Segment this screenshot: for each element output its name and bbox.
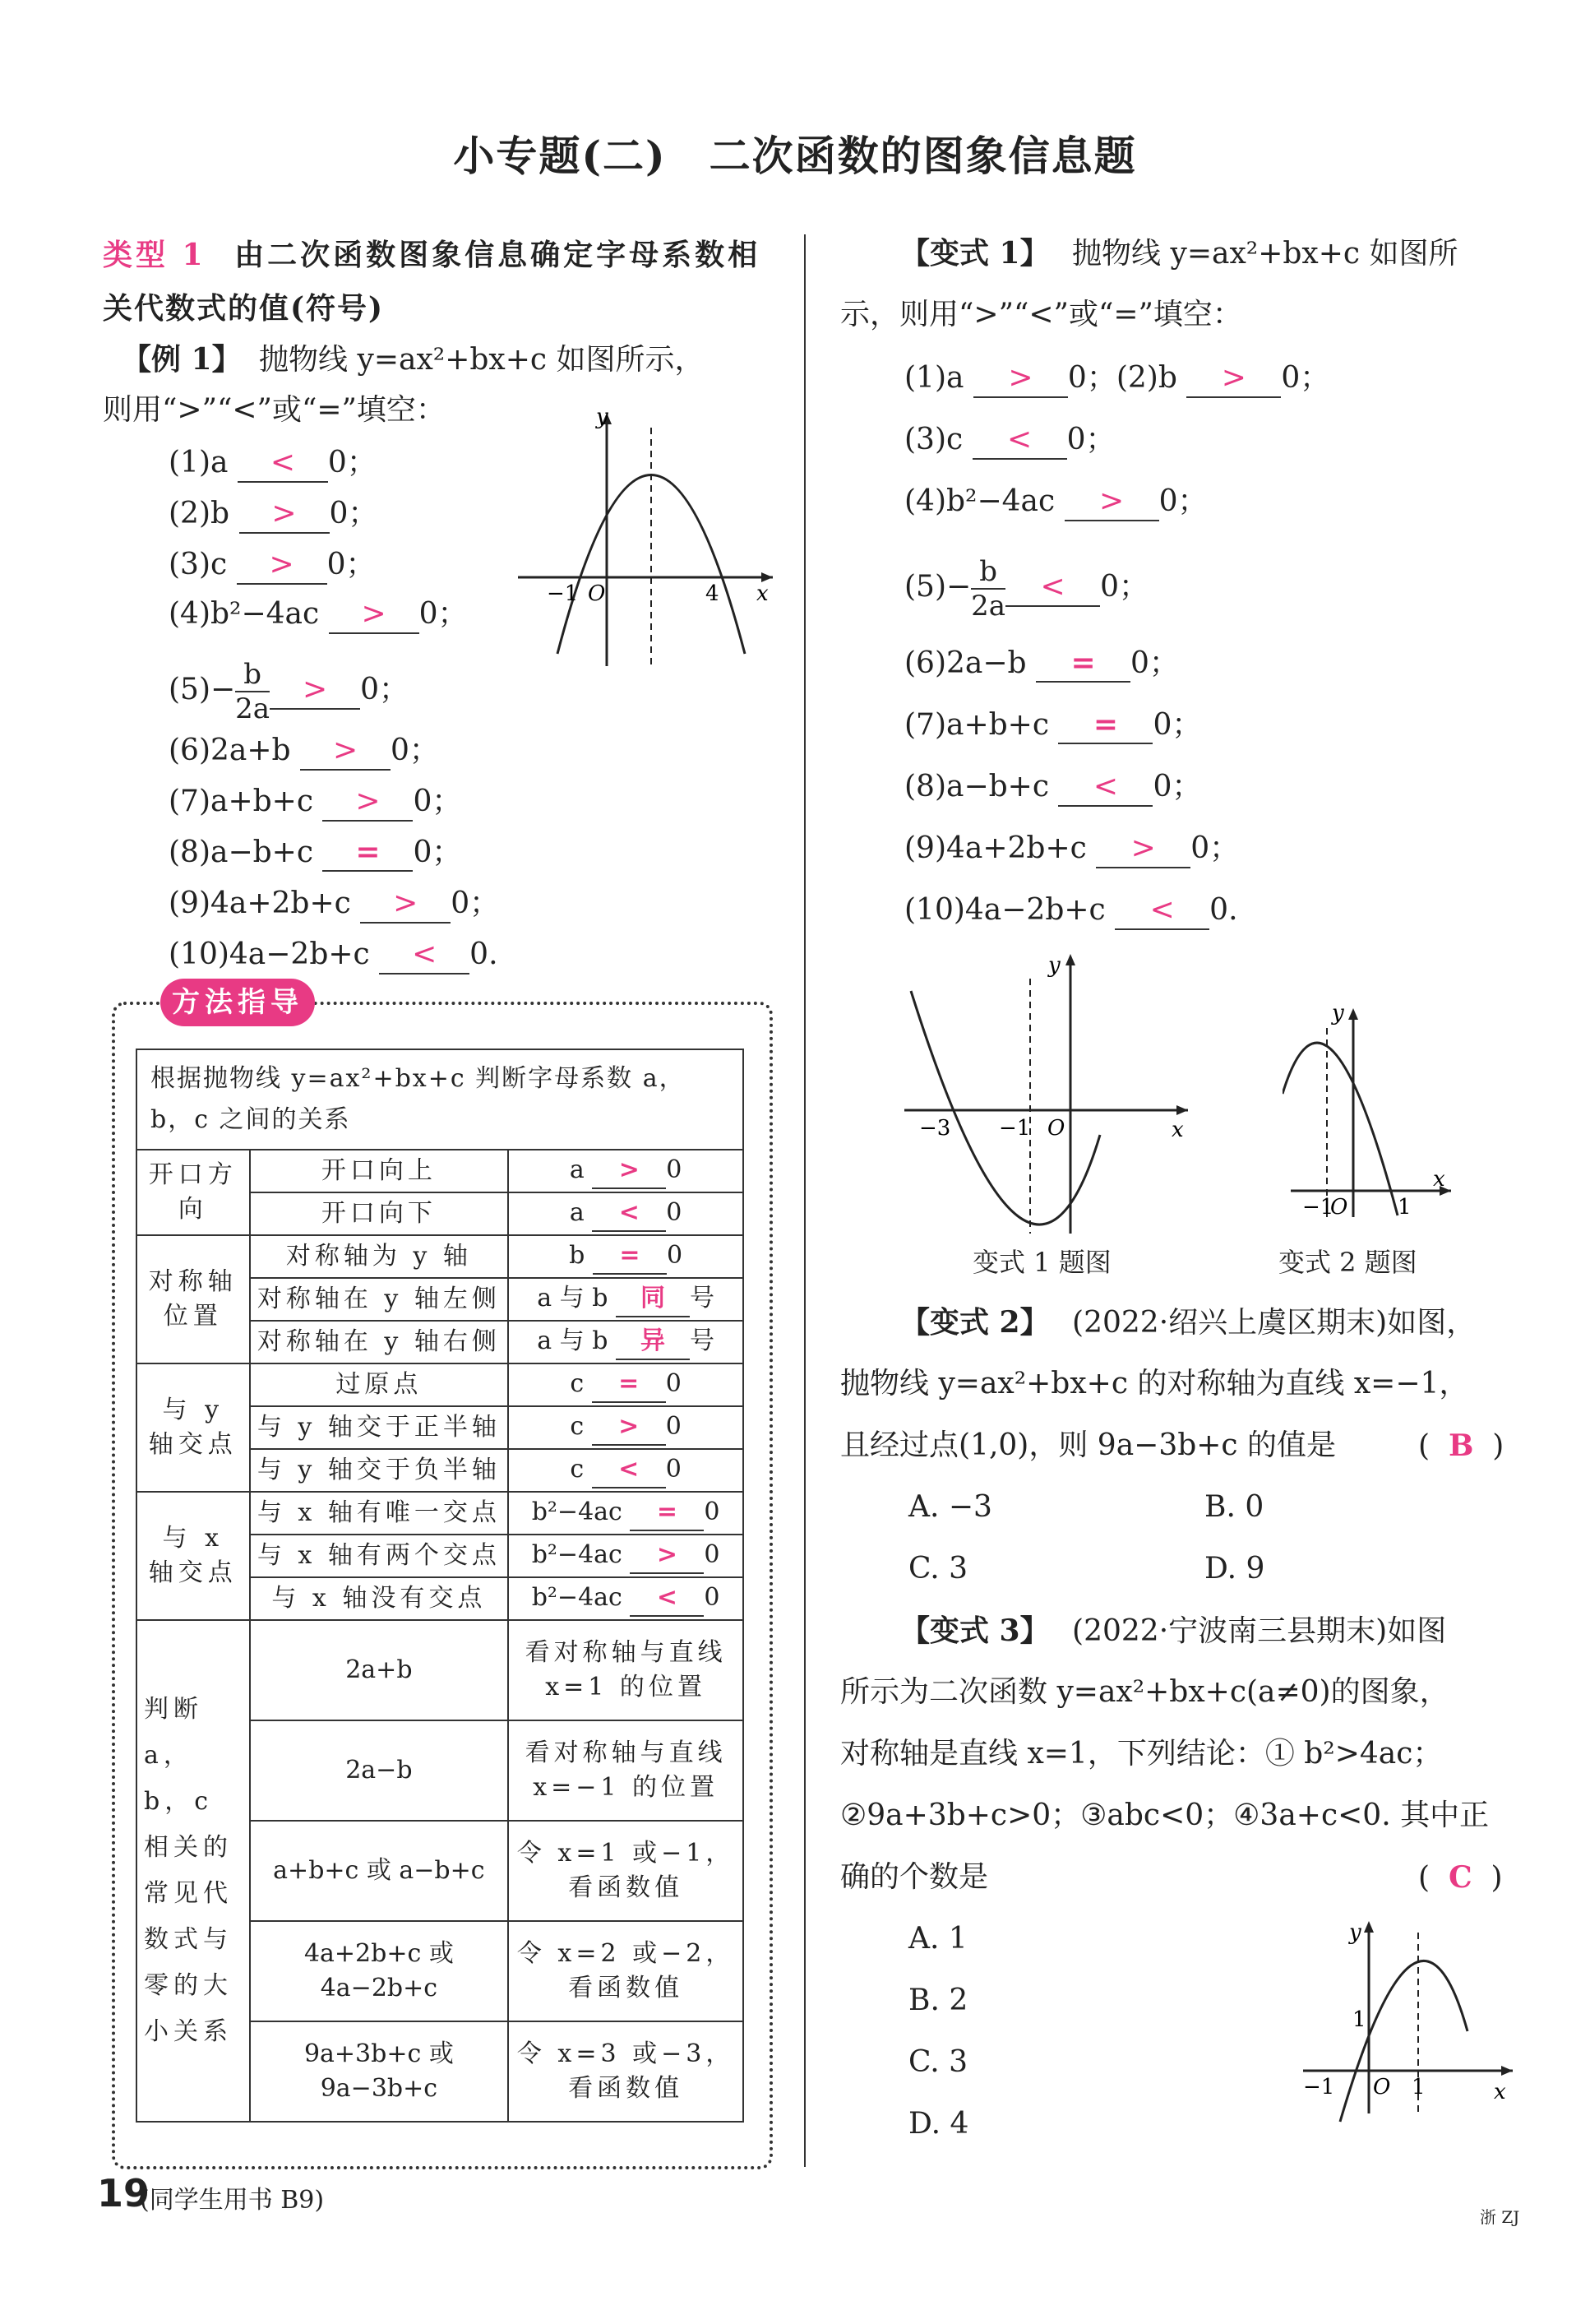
variant3-answer: ( C ) <box>1418 1860 1503 1895</box>
variant1-answer-5: < <box>1005 569 1100 607</box>
variant1-answer-4: > <box>1065 484 1159 521</box>
page-title: 小专题(二) 二次函数的图象信息题 <box>453 132 1137 180</box>
variant1-answer-2: > <box>1186 360 1281 398</box>
example1-tag: 【例 1】 <box>122 342 242 377</box>
method-answer: > <box>592 1410 666 1446</box>
group-algebra: 判断 a，b，c 相关的常见代数式与零的大小关系 <box>136 1620 250 2122</box>
example1-origin-label: O <box>588 581 606 606</box>
method-answer: < <box>630 1581 704 1617</box>
variant3-option-b: B. 2 <box>908 1984 968 2017</box>
type1-heading-line2: 关代数式的值(符号) <box>103 291 385 326</box>
variant1-caption: 变式 1 题图 <box>973 1247 1112 1278</box>
svg-text:x: x <box>1494 2080 1506 2104</box>
example1-answer-8: = <box>322 834 413 872</box>
variant1-answer-7: = <box>1058 706 1153 744</box>
method-answer: = <box>592 1367 666 1403</box>
svg-text:x: x <box>1433 1167 1445 1192</box>
svg-text:−1: −1 <box>1302 1195 1334 1220</box>
variant2-caption: 变式 2 题图 <box>1278 1247 1417 1278</box>
variant3-stem-line2: 所示为二次函数 y=ax²+bx+c(a≠0)的图象， <box>840 1675 1449 1709</box>
svg-text:y: y <box>1332 1001 1344 1025</box>
example1-answer-4: > <box>329 596 419 634</box>
example1-four-label: 4 <box>705 581 719 606</box>
example1-item-2: (2)b > 0； <box>169 493 377 535</box>
method-table-header: 根据抛物线 y=ax²+bx+c 判断字母系数 a， b，c 之间的关系 <box>136 1049 743 1150</box>
variant1-item-9: (9)4a+2b+c > 0； <box>904 828 1239 869</box>
method-answer: < <box>592 1196 666 1232</box>
svg-text:O: O <box>1330 1195 1348 1220</box>
example1-answer-10: < <box>379 937 469 975</box>
svg-text:−3: −3 <box>919 1116 951 1141</box>
variant2-stem-line1: 【变式 2】 (2022·绍兴上虞区期末)如图， <box>900 1305 1477 1340</box>
group-x-intercept: 与 x 轴交点 <box>136 1492 250 1620</box>
variant1-stem-line1: 【变式 1】 抛物线 y=ax²+bx+c 如图所 <box>900 236 1458 271</box>
type1-heading-text: 由二次函数图象信息确定字母系数相 <box>234 238 761 272</box>
variant1-fraction: $\frac{b}{2a}$ <box>971 555 1006 623</box>
example1-item-1: (1)a < 0； <box>169 442 377 484</box>
page-number: 19 <box>97 2171 150 2215</box>
svg-text:1: 1 <box>1352 2007 1366 2032</box>
method-guide-banner: 方法指导 <box>160 979 315 1026</box>
variant2-option-d: D. 9 <box>1204 1552 1265 1586</box>
example1-stem-text: 抛物线 y=ax²+bx+c 如图所示， <box>259 343 705 377</box>
variant2-option-c: C. 3 <box>908 1552 968 1586</box>
svg-text:y: y <box>1349 1920 1361 1945</box>
svg-text:1: 1 <box>1398 1195 1412 1220</box>
svg-text:1: 1 <box>1412 2075 1426 2099</box>
example1-answer-9: > <box>360 886 451 924</box>
type1-tag: 类型 1 <box>103 238 206 272</box>
variant2-tag: 【变式 2】 <box>900 1305 1050 1340</box>
footer-edition: 浙 ZJ <box>1480 2207 1520 2227</box>
variant1-answer-10: < <box>1115 892 1209 930</box>
variant3-stem-line4: ②9a+3b+c>0；③abc<0；④3a+c<0. 其中正 <box>840 1799 1490 1832</box>
variant2-graph <box>1283 995 1463 1225</box>
example1-stem-line2: 则用“>”“<”或“=”填空： <box>103 393 446 427</box>
variant3-stem-line3: 对称轴是直线 x=1，下列结论：① b²>4ac； <box>840 1737 1443 1771</box>
example1-answer-5: > <box>270 672 360 710</box>
example1-x-label: x <box>756 581 769 606</box>
variant1-item-3: (3)c < 0； <box>904 419 1116 461</box>
variant1-answer-1: > <box>973 360 1068 398</box>
example1-answer-3: > <box>237 547 327 585</box>
method-answer: > <box>630 1538 704 1574</box>
variant1-item-8: (8)a−b+c < 0； <box>904 766 1201 808</box>
example1-item-10: (10)4a−2b+c < 0. <box>169 934 498 975</box>
svg-text:x: x <box>1172 1118 1184 1142</box>
example1-answer-6: > <box>300 733 391 771</box>
variant1-item-6: (6)2a−b = 0； <box>904 643 1179 684</box>
example1-item-4: (4)b²−4ac > 0； <box>169 594 468 635</box>
group-y-intercept: 与 y 轴交点 <box>136 1363 250 1492</box>
example1-item-8: (8)a−b+c = 0； <box>169 832 461 873</box>
example1-answer-2: > <box>239 496 330 534</box>
example1-answer-1: < <box>238 445 328 483</box>
variant1-answer-3: < <box>973 422 1067 460</box>
example1-item-9: (9)4a+2b+c > 0； <box>169 883 499 924</box>
example1-item-6: (6)2a+b > 0； <box>169 730 439 771</box>
variant1-item-10: (10)4a−2b+c < 0. <box>904 890 1238 931</box>
example1-stem-line1 <box>122 339 704 381</box>
variant1-item-4: (4)b²−4ac > 0； <box>904 481 1208 522</box>
method-answer: 同 <box>616 1281 690 1317</box>
example1-graph <box>510 403 781 674</box>
group-axis: 对称轴位置 <box>136 1235 250 1363</box>
variant3-parabola <box>1340 1961 1468 2122</box>
variant2-answer: ( B ) <box>1418 1428 1504 1463</box>
variant1-item-7: (7)a+b+c = 0； <box>904 705 1201 746</box>
svg-text:y: y <box>1048 953 1061 978</box>
method-answer: = <box>630 1495 704 1531</box>
variant1-item-1-2: (1)a > 0；(2)b > 0； <box>904 358 1329 399</box>
example1-item-5: (5)− $\frac{b}{2a}$ > 0； <box>169 658 409 725</box>
footer-book-ref: (同学生用书 B9) <box>140 2186 325 2215</box>
method-answer: 异 <box>616 1324 690 1360</box>
variant3-graph <box>1295 1916 1525 2130</box>
variant1-stem-line2: 示，则用“>”“<”或“=”填空： <box>840 298 1242 331</box>
example1-neg1-label: −1 <box>547 581 579 606</box>
svg-text:−1: −1 <box>999 1116 1031 1141</box>
variant1-answer-9: > <box>1096 831 1190 868</box>
variant3-stem-line5: 确的个数是 <box>840 1860 989 1894</box>
variant3-tag: 【变式 3】 <box>900 1613 1050 1648</box>
variant2-option-a: A. −3 <box>908 1490 992 1524</box>
svg-text:O: O <box>1373 2075 1391 2099</box>
variant2-option-b: B. 0 <box>1204 1490 1264 1524</box>
column-divider <box>804 234 806 2167</box>
variant1-graph <box>896 946 1200 1242</box>
type1-heading-line1 <box>103 234 760 275</box>
variant3-stem-line1: 【变式 3】 (2022·宁波南三县期末)如图 <box>900 1613 1447 1648</box>
method-answer: = <box>593 1238 667 1275</box>
group-opening: 开口方向 <box>136 1150 250 1235</box>
variant1-answer-6: = <box>1036 645 1130 683</box>
variant2-stem-line3: 且经过点(1,0)，则 9a−3b+c 的值是 <box>840 1428 1337 1462</box>
variant2-stem-line2: 抛物线 y=ax²+bx+c 的对称轴为直线 x=−1， <box>840 1367 1469 1400</box>
variant3-option-a: A. 1 <box>908 1922 968 1956</box>
method-table: 根据抛物线 y=ax²+bx+c 判断字母系数 a， b，c 之间的关系 开口方向 开口向上 a > 0 开口向下 a < 0 对称轴位置 对称轴为 y 轴 b = 0 对称轴在 y 轴左侧 a 与 b 同 号 对称轴在 y 轴右侧 a 与 b 异 号 与 y 轴交点 过原点 c = 0 与 y 轴交于正半轴 c > 0 与 y 轴交于负半轴 c < 0 与 x 轴交点 与 x 轴有唯一交点 b²−4ac = 0 与 x 轴有两个交点 b²−4ac > 0 与 x 轴没有交点 b²−4ac < 0 判断 a，b，c 相关的常见代数式与零的大小关系 2a+b 看对称轴与直线 x=1 的位置 2a−b 看对称轴与直线 x=−1 的位置 a+b+c 或 a−b+c 令 x=1 或−1， 看函数值 4a+2b+c 或 4a−2b+c 令 x=2 或−2， 看函数值 9a+3b+c 或 9a−3b+c 令 x=3 或−3， 看函数值 <box>136 1049 744 2123</box>
variant3-option-c: C. 3 <box>908 2045 968 2079</box>
example1-fraction: $\frac{b}{2a}$ <box>235 658 270 725</box>
example1-y-label: y <box>596 405 608 429</box>
svg-text:−1: −1 <box>1303 2075 1335 2099</box>
variant1-answer-8: < <box>1058 769 1153 807</box>
variant3-option-d: D. 4 <box>908 2107 969 2141</box>
example1-answer-7: > <box>322 784 413 822</box>
variant1-item-5: (5)− $\frac{b}{2a}$ < 0； <box>904 555 1149 623</box>
variant1-tag: 【变式 1】 <box>900 236 1050 271</box>
method-answer: > <box>592 1153 666 1189</box>
method-answer: < <box>592 1452 666 1488</box>
example1-item-7: (7)a+b+c > 0； <box>169 781 461 822</box>
svg-text:O: O <box>1047 1116 1065 1141</box>
example1-item-3: (3)c > 0； <box>169 544 376 586</box>
